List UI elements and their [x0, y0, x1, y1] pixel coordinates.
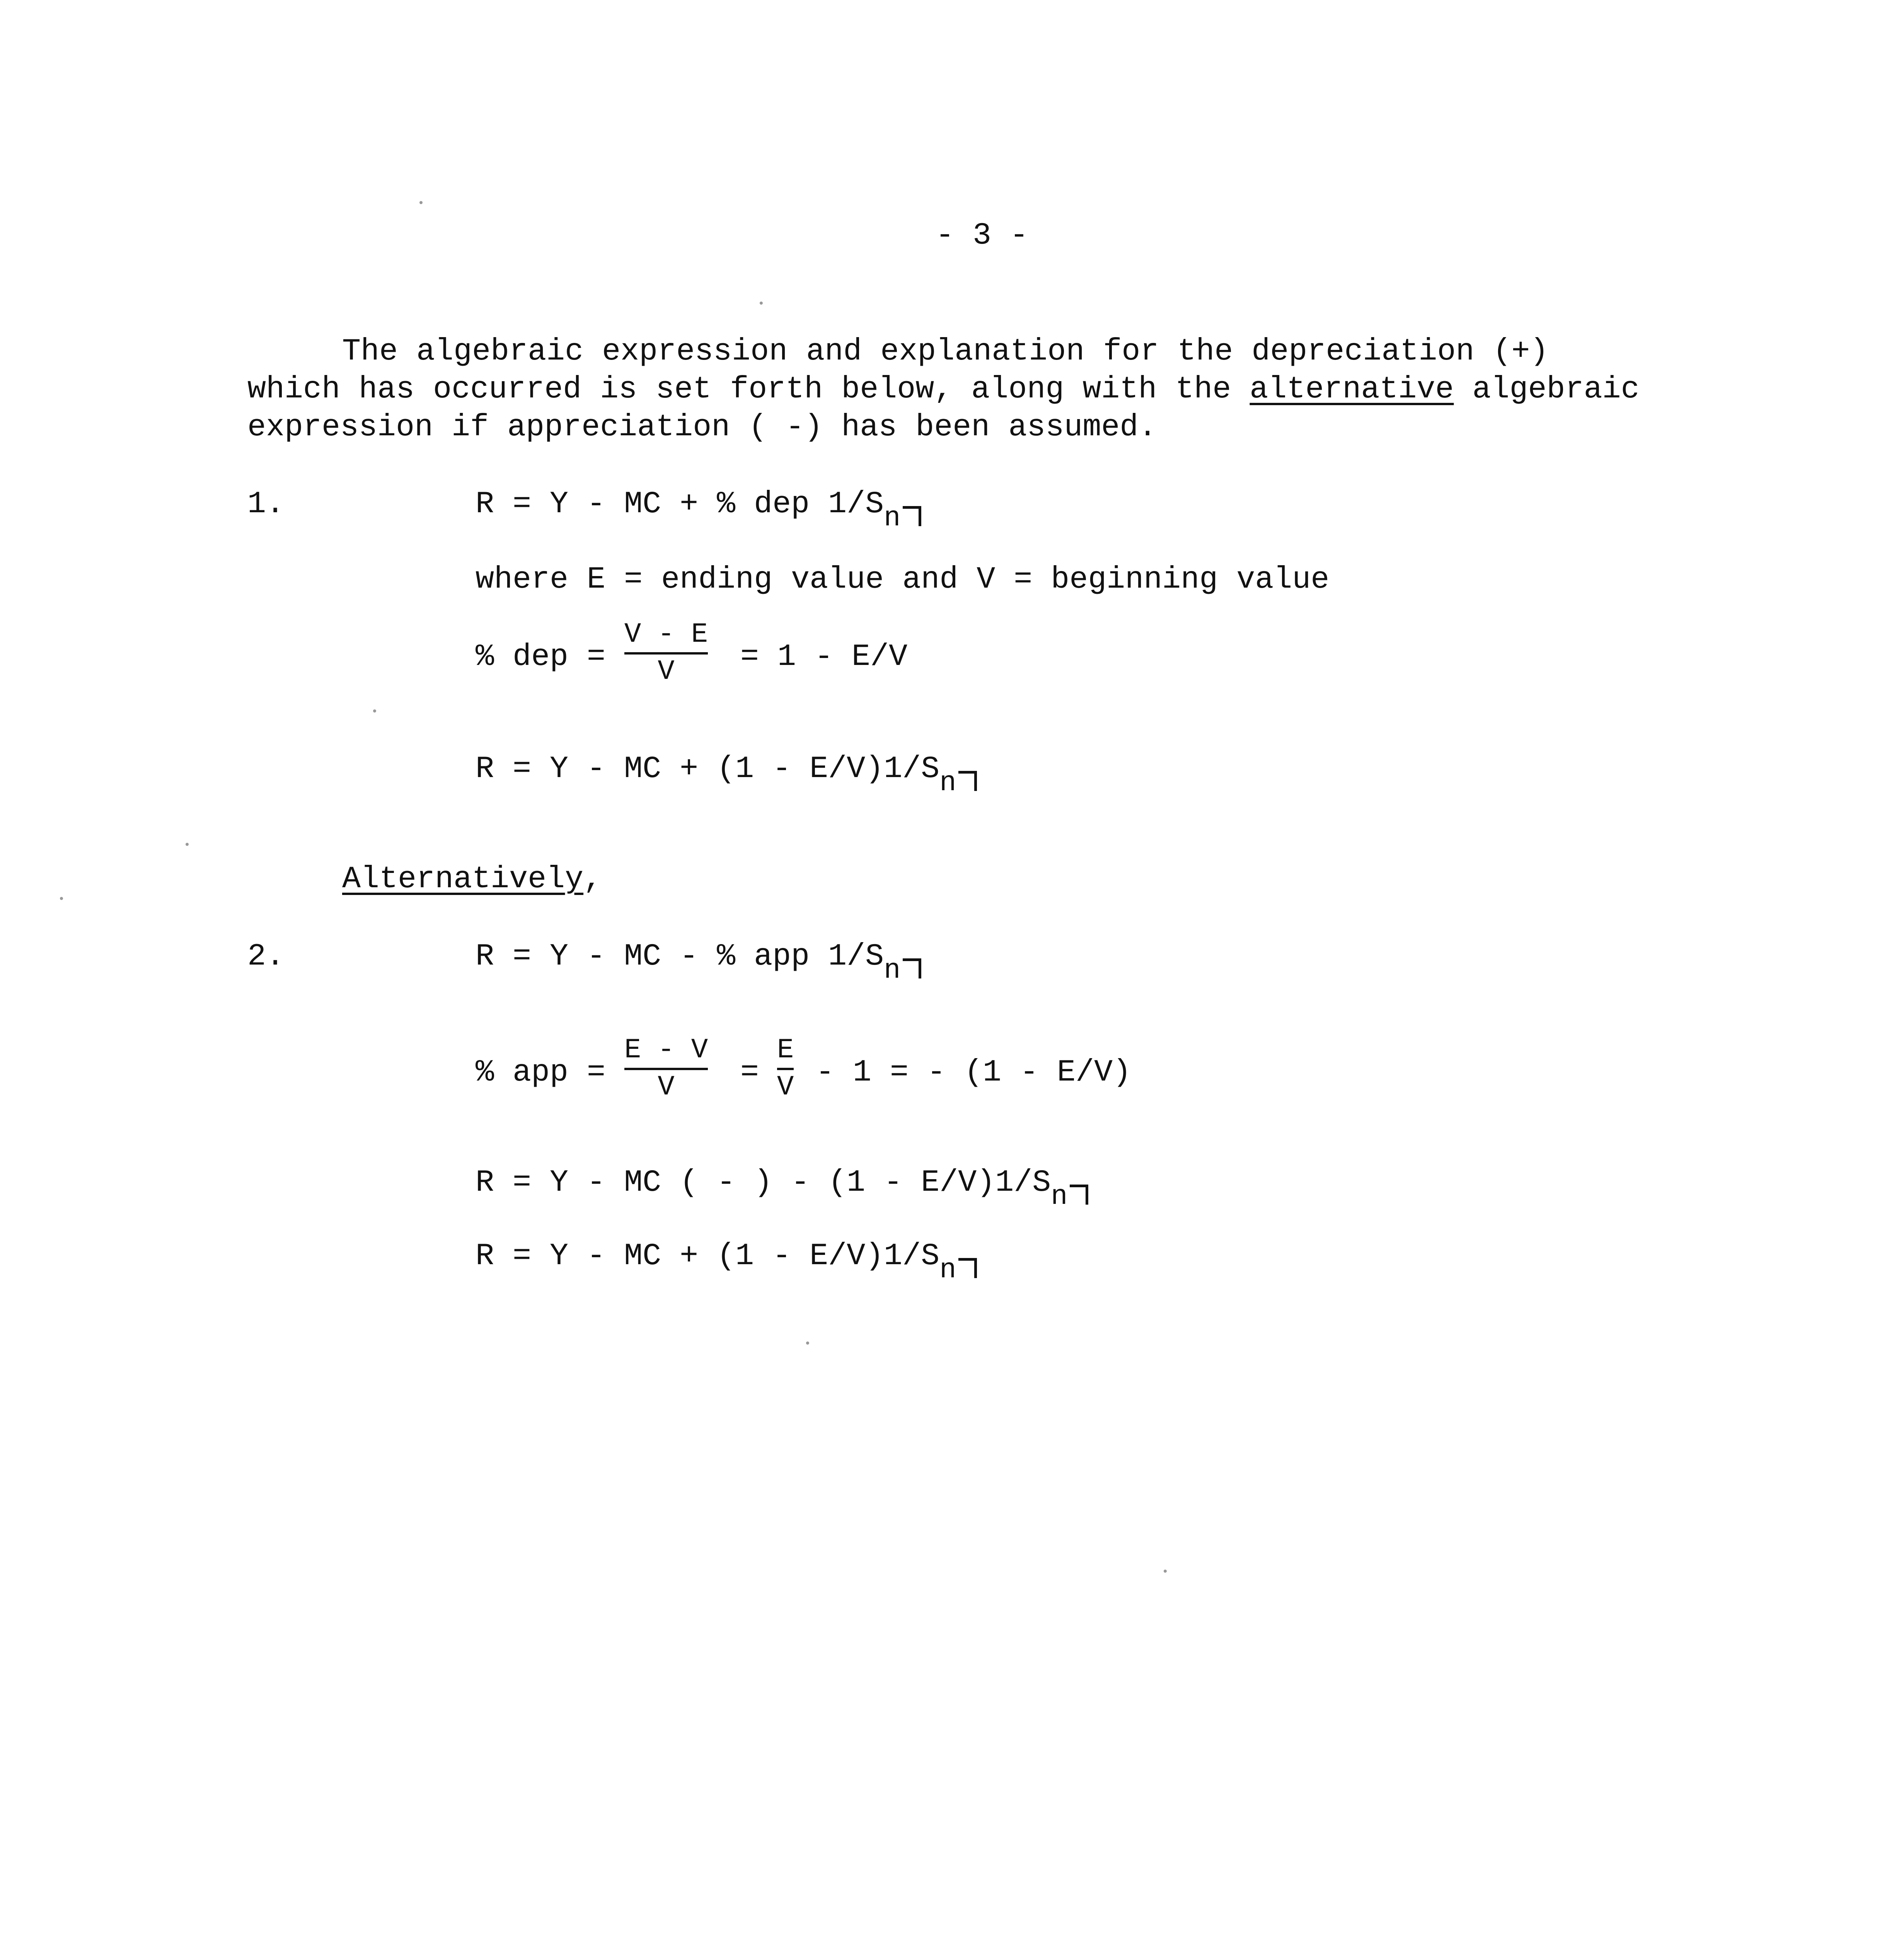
eq1-fraction-denominator: V — [658, 656, 675, 687]
eq2-app-lhs: % app = — [476, 1055, 606, 1090]
scan-speck — [1164, 1570, 1167, 1573]
scan-speck — [373, 709, 376, 713]
scan-speck — [806, 1342, 809, 1345]
eq1-number: 1. — [247, 487, 285, 522]
alternatively-word: Alternatively — [342, 862, 584, 897]
eq1-where: where E = ending value and V = beginning value — [476, 562, 1330, 597]
annuity-angle-icon — [958, 771, 977, 791]
scan-speck — [760, 302, 763, 305]
fraction-bar — [624, 652, 708, 655]
eq2-number: 2. — [247, 939, 285, 974]
eq2-result-1 — [476, 1165, 1088, 1212]
scan-speck — [186, 843, 189, 846]
eq1-fraction-numerator: V - E — [624, 619, 708, 650]
intro-underlined-word: alternative — [1249, 372, 1454, 407]
eq2-formula-sub: n — [884, 955, 901, 986]
eq1-formula-main: R = Y - MC + % dep 1/S — [476, 487, 884, 522]
eq2-result-2 — [476, 1239, 977, 1286]
page-number: - 3 - — [936, 218, 1029, 253]
eq1-result-main: R = Y - MC + (1 - E/V)1/S — [476, 752, 940, 787]
intro-line-1: The algebraic expression and explanation for the depreciation (+) — [342, 334, 1549, 369]
eq2-equals: = — [740, 1055, 759, 1090]
eq2-result-1-sub: n — [1051, 1181, 1068, 1212]
eq1-dep-rhs: = 1 - E/V — [740, 639, 908, 675]
scan-speck — [419, 201, 423, 204]
intro-line-2-post: algebraic — [1454, 372, 1640, 407]
eq2-result-1-main: R = Y - MC ( - ) - (1 - E/V)1/S — [476, 1165, 1051, 1200]
eq2-app-rhs: - 1 = - (1 - E/V) — [816, 1055, 1132, 1090]
eq2-result-2-sub: n — [939, 1254, 956, 1286]
eq2-fraction-1-denominator: V — [658, 1071, 675, 1103]
eq1-result — [476, 752, 977, 799]
intro-line-2 — [247, 374, 1640, 405]
eq2-formula-main: R = Y - MC - % app 1/S — [476, 939, 884, 974]
eq2-fraction-2 — [777, 1036, 794, 1101]
eq1-formula — [476, 487, 921, 534]
alternatively-label — [342, 864, 602, 895]
eq2-fraction-1 — [624, 1036, 708, 1101]
eq2-result-2-main: R = Y - MC + (1 - E/V)1/S — [476, 1239, 940, 1274]
eq2-fraction-2-numerator: E — [777, 1034, 794, 1066]
alternatively-comma: , — [583, 862, 602, 897]
annuity-angle-icon — [903, 506, 921, 526]
annuity-angle-icon — [903, 958, 921, 978]
annuity-angle-icon — [1070, 1185, 1088, 1205]
fraction-bar — [624, 1068, 708, 1070]
eq2-fraction-1-numerator: E - V — [624, 1034, 708, 1066]
fraction-bar — [777, 1068, 794, 1070]
eq2-formula — [476, 939, 921, 986]
intro-line-3: expression if appreciation ( -) has been assumed. — [247, 410, 1157, 445]
eq2-fraction-2-denominator: V — [777, 1071, 794, 1103]
intro-line-2-pre: which has occurred is set forth below, along with the — [247, 372, 1250, 407]
eq1-dep-lhs: % dep = — [476, 639, 606, 675]
eq1-formula-sub: n — [884, 502, 901, 534]
annuity-angle-icon — [958, 1258, 977, 1278]
scan-speck — [60, 897, 63, 900]
eq1-fraction — [624, 620, 708, 685]
eq1-result-sub: n — [939, 767, 956, 799]
